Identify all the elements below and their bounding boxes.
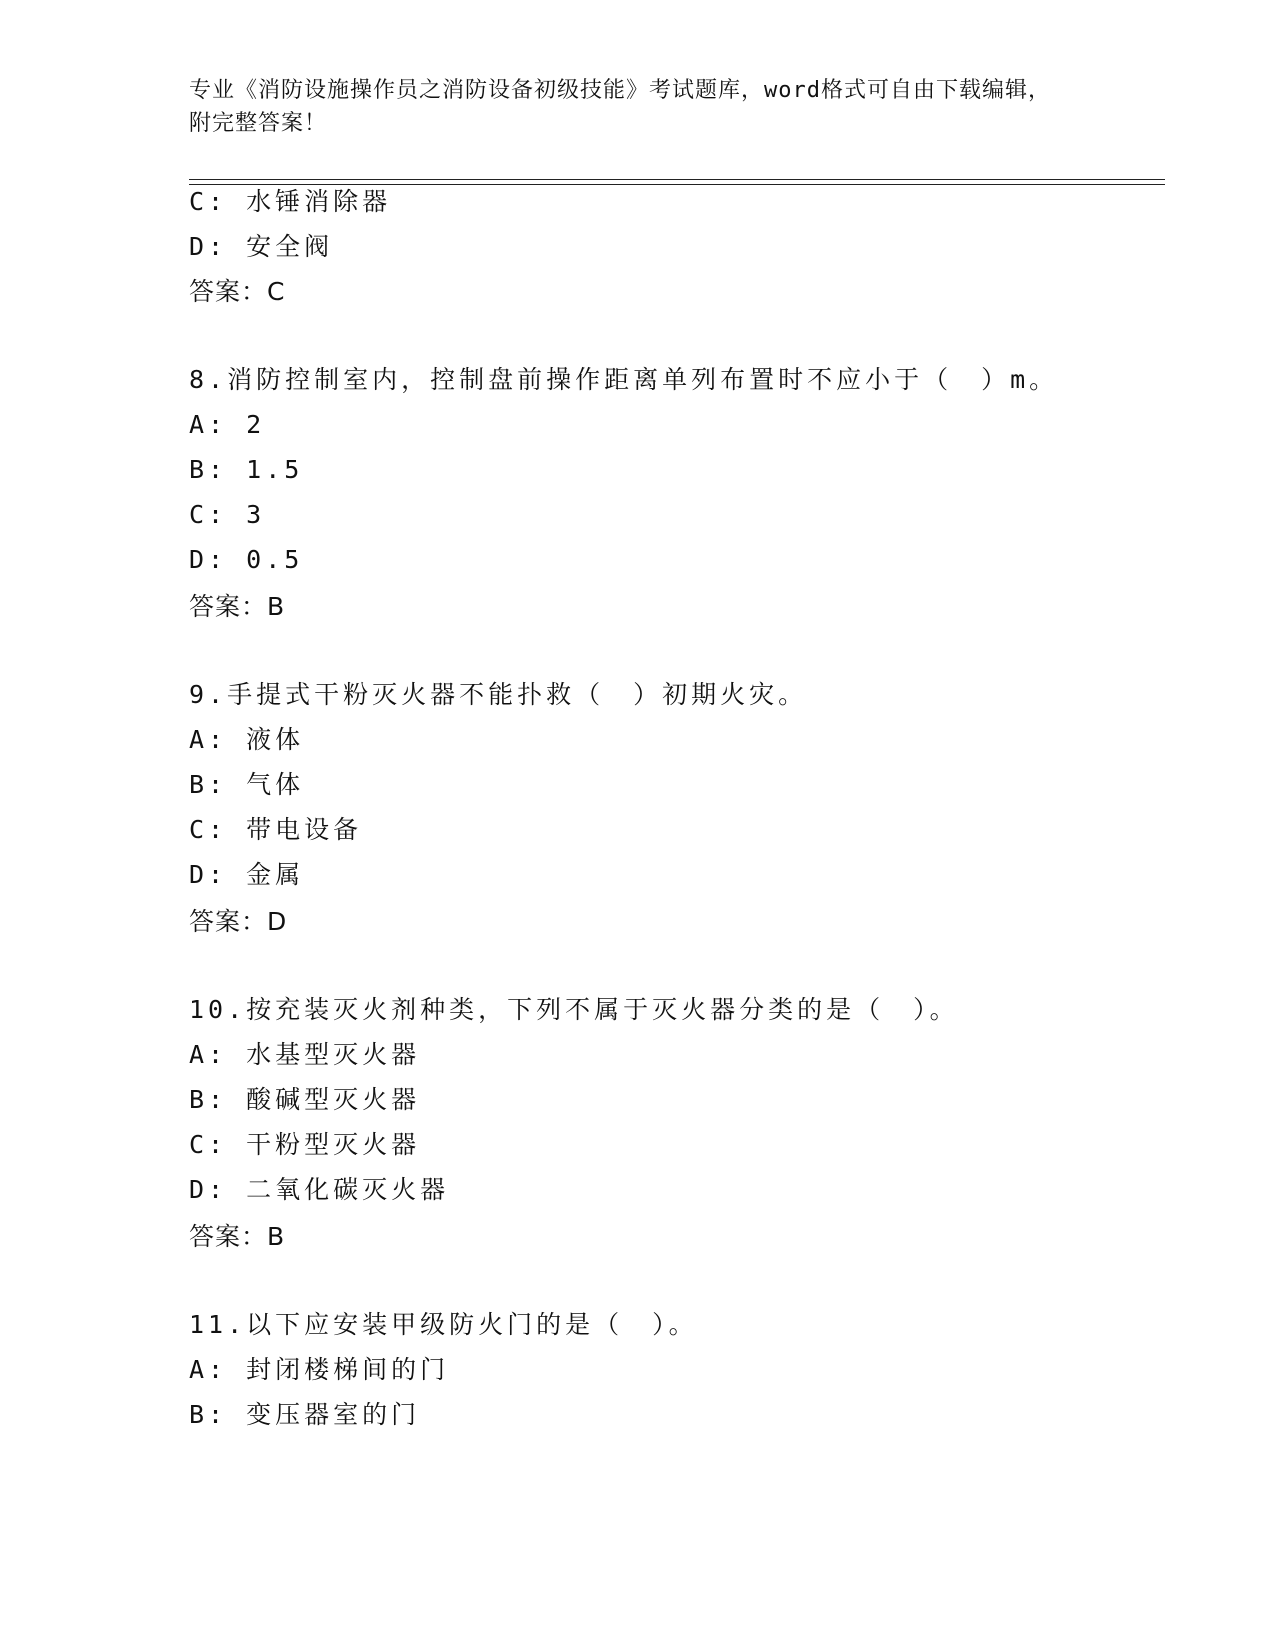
answer: 答案：B: [189, 592, 286, 621]
option-a: A: 液体: [189, 725, 305, 754]
answer: 答案：C: [189, 277, 286, 306]
option-c: C: 水锤消除器: [189, 187, 392, 216]
option-d: D: 金属: [189, 860, 305, 889]
option-a: A: 水基型灭火器: [189, 1040, 421, 1069]
option-d: D: 安全阀: [189, 232, 334, 261]
option-d: D: 二氧化碳灭火器: [189, 1175, 450, 1204]
answer: 答案：D: [189, 907, 288, 936]
document-header: 专业《消防设施操作员之消防设备初级技能》考试题库，word格式可自由下载编辑，附完整答案！: [189, 78, 1051, 136]
option-b: B: 变压器室的门: [189, 1400, 421, 1429]
header-divider-bottom: [189, 184, 1165, 185]
question-9: 9.手提式干粉灭火器不能扑救（ ）初期火灾。: [189, 680, 808, 709]
option-a: A: 2: [189, 410, 266, 439]
question-10: 10.按充装灭火剂种类，下列不属于灭火器分类的是（ ）。: [189, 995, 959, 1024]
question-11: 11.以下应安装甲级防火门的是（ ）。: [189, 1310, 698, 1339]
option-b: B: 气体: [189, 770, 305, 799]
option-c: C: 带电设备: [189, 815, 363, 844]
option-d: D: 0.5: [189, 545, 304, 574]
option-a: A: 封闭楼梯间的门: [189, 1355, 450, 1384]
option-c: C: 3: [189, 500, 266, 529]
question-8: 8.消防控制室内，控制盘前操作距离单列布置时不应小于（ ）m。: [189, 365, 1059, 394]
option-b: B: 酸碱型灭火器: [189, 1085, 421, 1114]
answer: 答案：B: [189, 1222, 286, 1251]
header-divider-top: [189, 179, 1165, 180]
option-b: B: 1.5: [189, 455, 304, 484]
option-c: C: 干粉型灭火器: [189, 1130, 421, 1159]
